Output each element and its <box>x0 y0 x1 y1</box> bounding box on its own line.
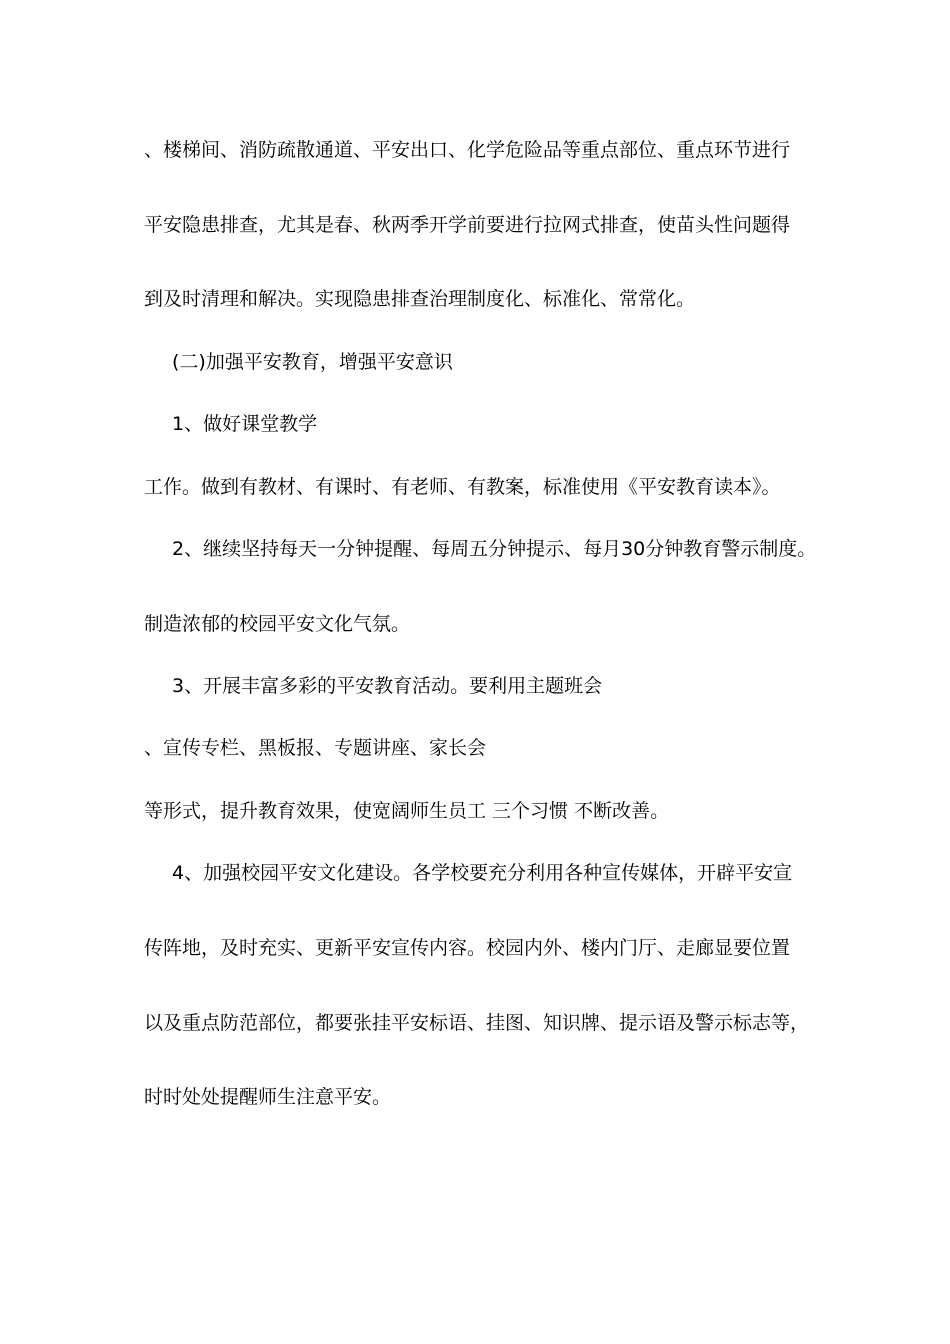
body-text-line: 等形式，提升教育效果，使宽阔师生员工 三个习惯 不断改善。 <box>144 800 670 822</box>
body-text-line: 到及时清理和解决。实现隐患排查治理制度化、标准化、常常化。 <box>144 288 696 310</box>
list-item-heading: 2、继续坚持每天一分钟提醒、每周五分钟提示、每月30分钟教育警示制度。 <box>172 538 817 560</box>
list-item-heading: 3、开展丰富多彩的平安教育活动。要利用主题班会 <box>172 675 603 697</box>
body-text-line: 、宣传专栏、黑板报、专题讲座、家长会 <box>144 737 487 759</box>
body-text-line: 、楼梯间、消防疏散通道、平安出口、化学危险品等重点部位、重点环节进行 <box>144 139 791 161</box>
body-text-line: 平安隐患排查，尤其是春、秋两季开学前要进行拉网式排查，使苗头性问题得 <box>144 214 791 236</box>
list-item-heading: 4、加强校园平安文化建设。各学校要充分利用各种宣传媒体，开辟平安宣 <box>172 862 793 884</box>
body-text-line: 工作。做到有教材、有课时、有老师、有教案，标准使用《平安教育读本》。 <box>144 476 781 498</box>
list-item-heading: 1、做好课堂教学 <box>172 413 318 435</box>
body-text-line: 传阵地，及时充实、更新平安宣传内容。校园内外、楼内门厅、走廊显要位置 <box>144 937 791 959</box>
body-text-line: 以及重点防范部位，都要张挂平安标语、挂图、知识牌、提示语及警示标志等， <box>144 1012 810 1034</box>
section-heading: (二)加强平安教育，增强平安意识 <box>172 351 453 373</box>
body-text-line: 时时处处提醒师生注意平安。 <box>144 1086 392 1108</box>
body-text-line: 制造浓郁的校园平安文化气氛。 <box>144 613 411 635</box>
